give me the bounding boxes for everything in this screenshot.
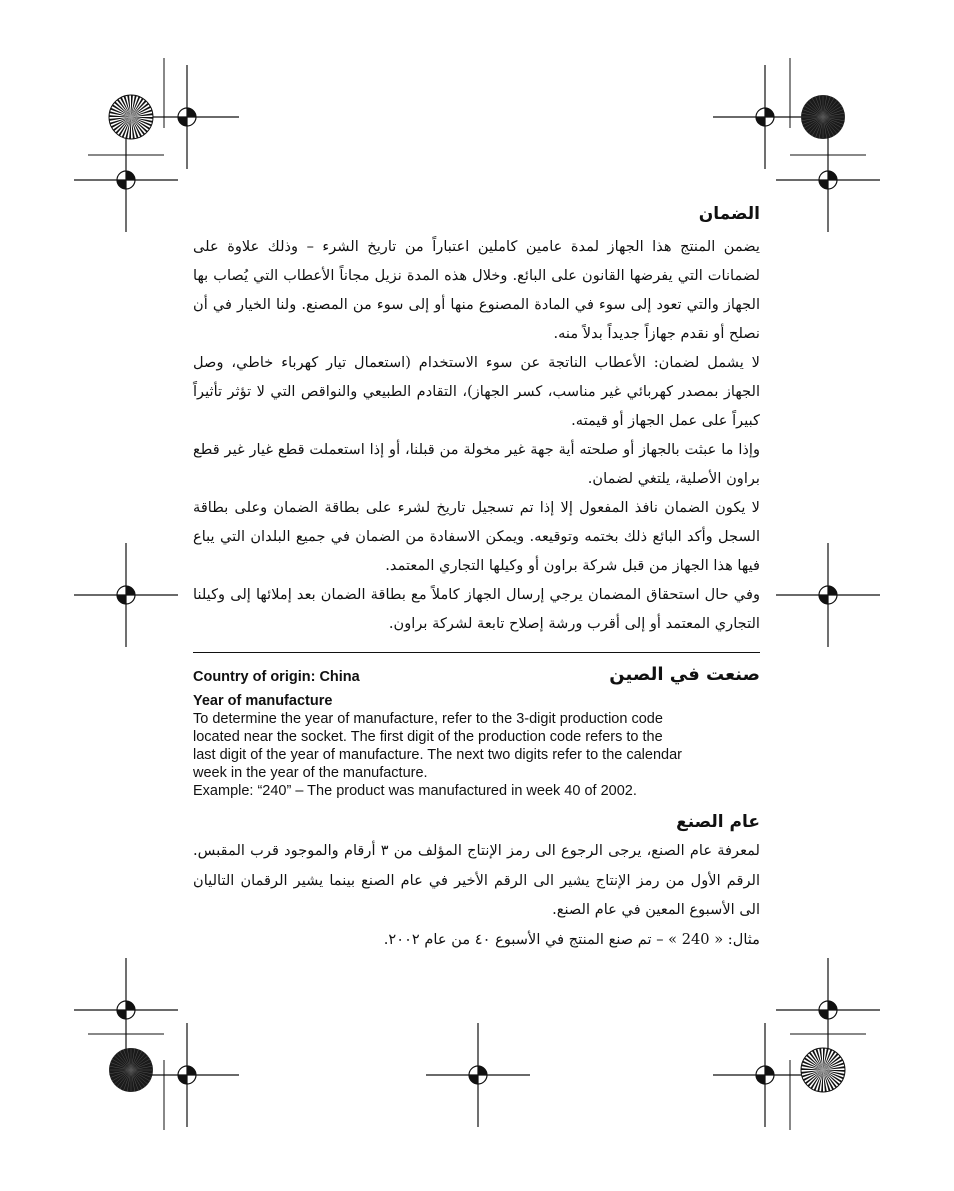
year-of-manufacture-arabic-example: مثال: « 240 » – تم صنع المنتج في الأسبوع ٤٠ من عام ٢٠٠٢. <box>383 930 760 948</box>
year-of-manufacture-line: To determine the year of manufacture, refer to the 3-digit production code <box>193 711 663 727</box>
registration-starburst-icon <box>109 1048 153 1092</box>
section-divider <box>193 652 760 653</box>
year-of-manufacture-arabic-section <box>193 812 760 954</box>
registration-crosshair-icon <box>74 958 178 1062</box>
warranty-paragraph: وفي حال استحقاق المضمان يرجي إرسال الجهاز كاملاً مع بطاقة الضمان بعد إملائها إلى وكيلنا التجاري المعتمد أو إلى أقرب ورشة إصلاح تابعة لشركة براون. <box>193 586 760 632</box>
registration-starburst-icon <box>109 95 153 139</box>
year-of-manufacture-example: Example: “240” – The product was manufactured in week 40 of 2002. <box>193 783 637 799</box>
year-of-manufacture-section <box>193 692 768 800</box>
warranty-paragraph: يضمن المنتج هذا الجهاز لمدة عامين كاملين اعتباراً من تاريخ الشرء – وذلك علاوة على لضمانات التي يفرضها القانون على البائع. وخلال هذه المدة نزيل مجاناً الأعطاب التي يُصاب بها الجهاز والتي تعود إلى سوء في المادة المصنوع منها أو إلى سوء من المصنع. ولنا الخيار في أن نصلح أو نقدم جهازاً جديداً بدلاً منه. <box>193 238 760 342</box>
registration-crosshair-icon <box>776 958 880 1062</box>
registration-crosshair-icon <box>74 543 178 647</box>
year-of-manufacture-arabic-paragraph: لمعرفة عام الصنع، يرجى الرجوع الى رمز الإنتاج المؤلف من ٣ أرقام والموجود قرب المقبس. الرقم الأول من رمز الإنتاج يشير الى الرقم الأخير في عام الصنع بينما يشير الرقمان التاليان الى الأسبوع المعين في عام الصنع. <box>193 842 761 918</box>
registration-starburst-icon <box>801 95 845 139</box>
year-of-manufacture-line: last digit of the year of manufacture. The next two digits refer to the calendar <box>193 747 682 763</box>
year-of-manufacture-line: week in the year of the manufacture. <box>193 765 428 781</box>
registration-crosshair-icon <box>776 543 880 647</box>
warranty-paragraph: لا يشمل لضمان: الأعطاب الناتجة عن سوء الاستخدام (استعمال تيار كهرباء خاطي، وصل الجهاز بمصدر كهربائي غير مناسب، كسر الجهاز)، التقادم الطبيعي والنواقص التي لا تؤثر تأثيراً كبيراً على عمل الجهاز أو قيمته. <box>193 354 760 429</box>
warranty-title: الضمان <box>698 204 760 224</box>
registration-crosshair-icon <box>74 128 178 232</box>
registration-crosshair-icon <box>776 128 880 232</box>
warranty-section <box>193 204 760 638</box>
warranty-paragraph: وإذا ما عبثت بالجهاز أو صلحته أية جهة غير مخولة من قبلنا، أو إذا استعملت قطع غيار غير قطع براون الأصلية، يلتغي لضمان. <box>193 441 760 487</box>
country-of-origin: Country of origin: China <box>193 669 360 685</box>
registration-crosshair-icon <box>426 1023 530 1127</box>
year-of-manufacture-title: Year of manufacture <box>193 693 333 709</box>
registration-starburst-icon <box>801 1048 845 1092</box>
year-of-manufacture-line: located near the socket. The first digit of the production code refers to the <box>193 729 663 745</box>
warranty-paragraph: لا يكون الضمان نافذ المفعول إلا إذا تم تسجيل تاريخ لشرء على بطاقة الضمان وعلى بطاقة السجل وأكد البائع ذلك بختمه وتوقيعه. ويمكن الاسفادة من الضمان في جميع البلدان التي يباع فيها هذا الجهاز من قبل شركة براون أو وكيلها التجاري المعتمد. <box>193 499 760 574</box>
year-of-manufacture-arabic-title: عام الصنع <box>676 812 760 832</box>
country-of-origin-arabic: صنعت في الصين <box>609 664 760 685</box>
